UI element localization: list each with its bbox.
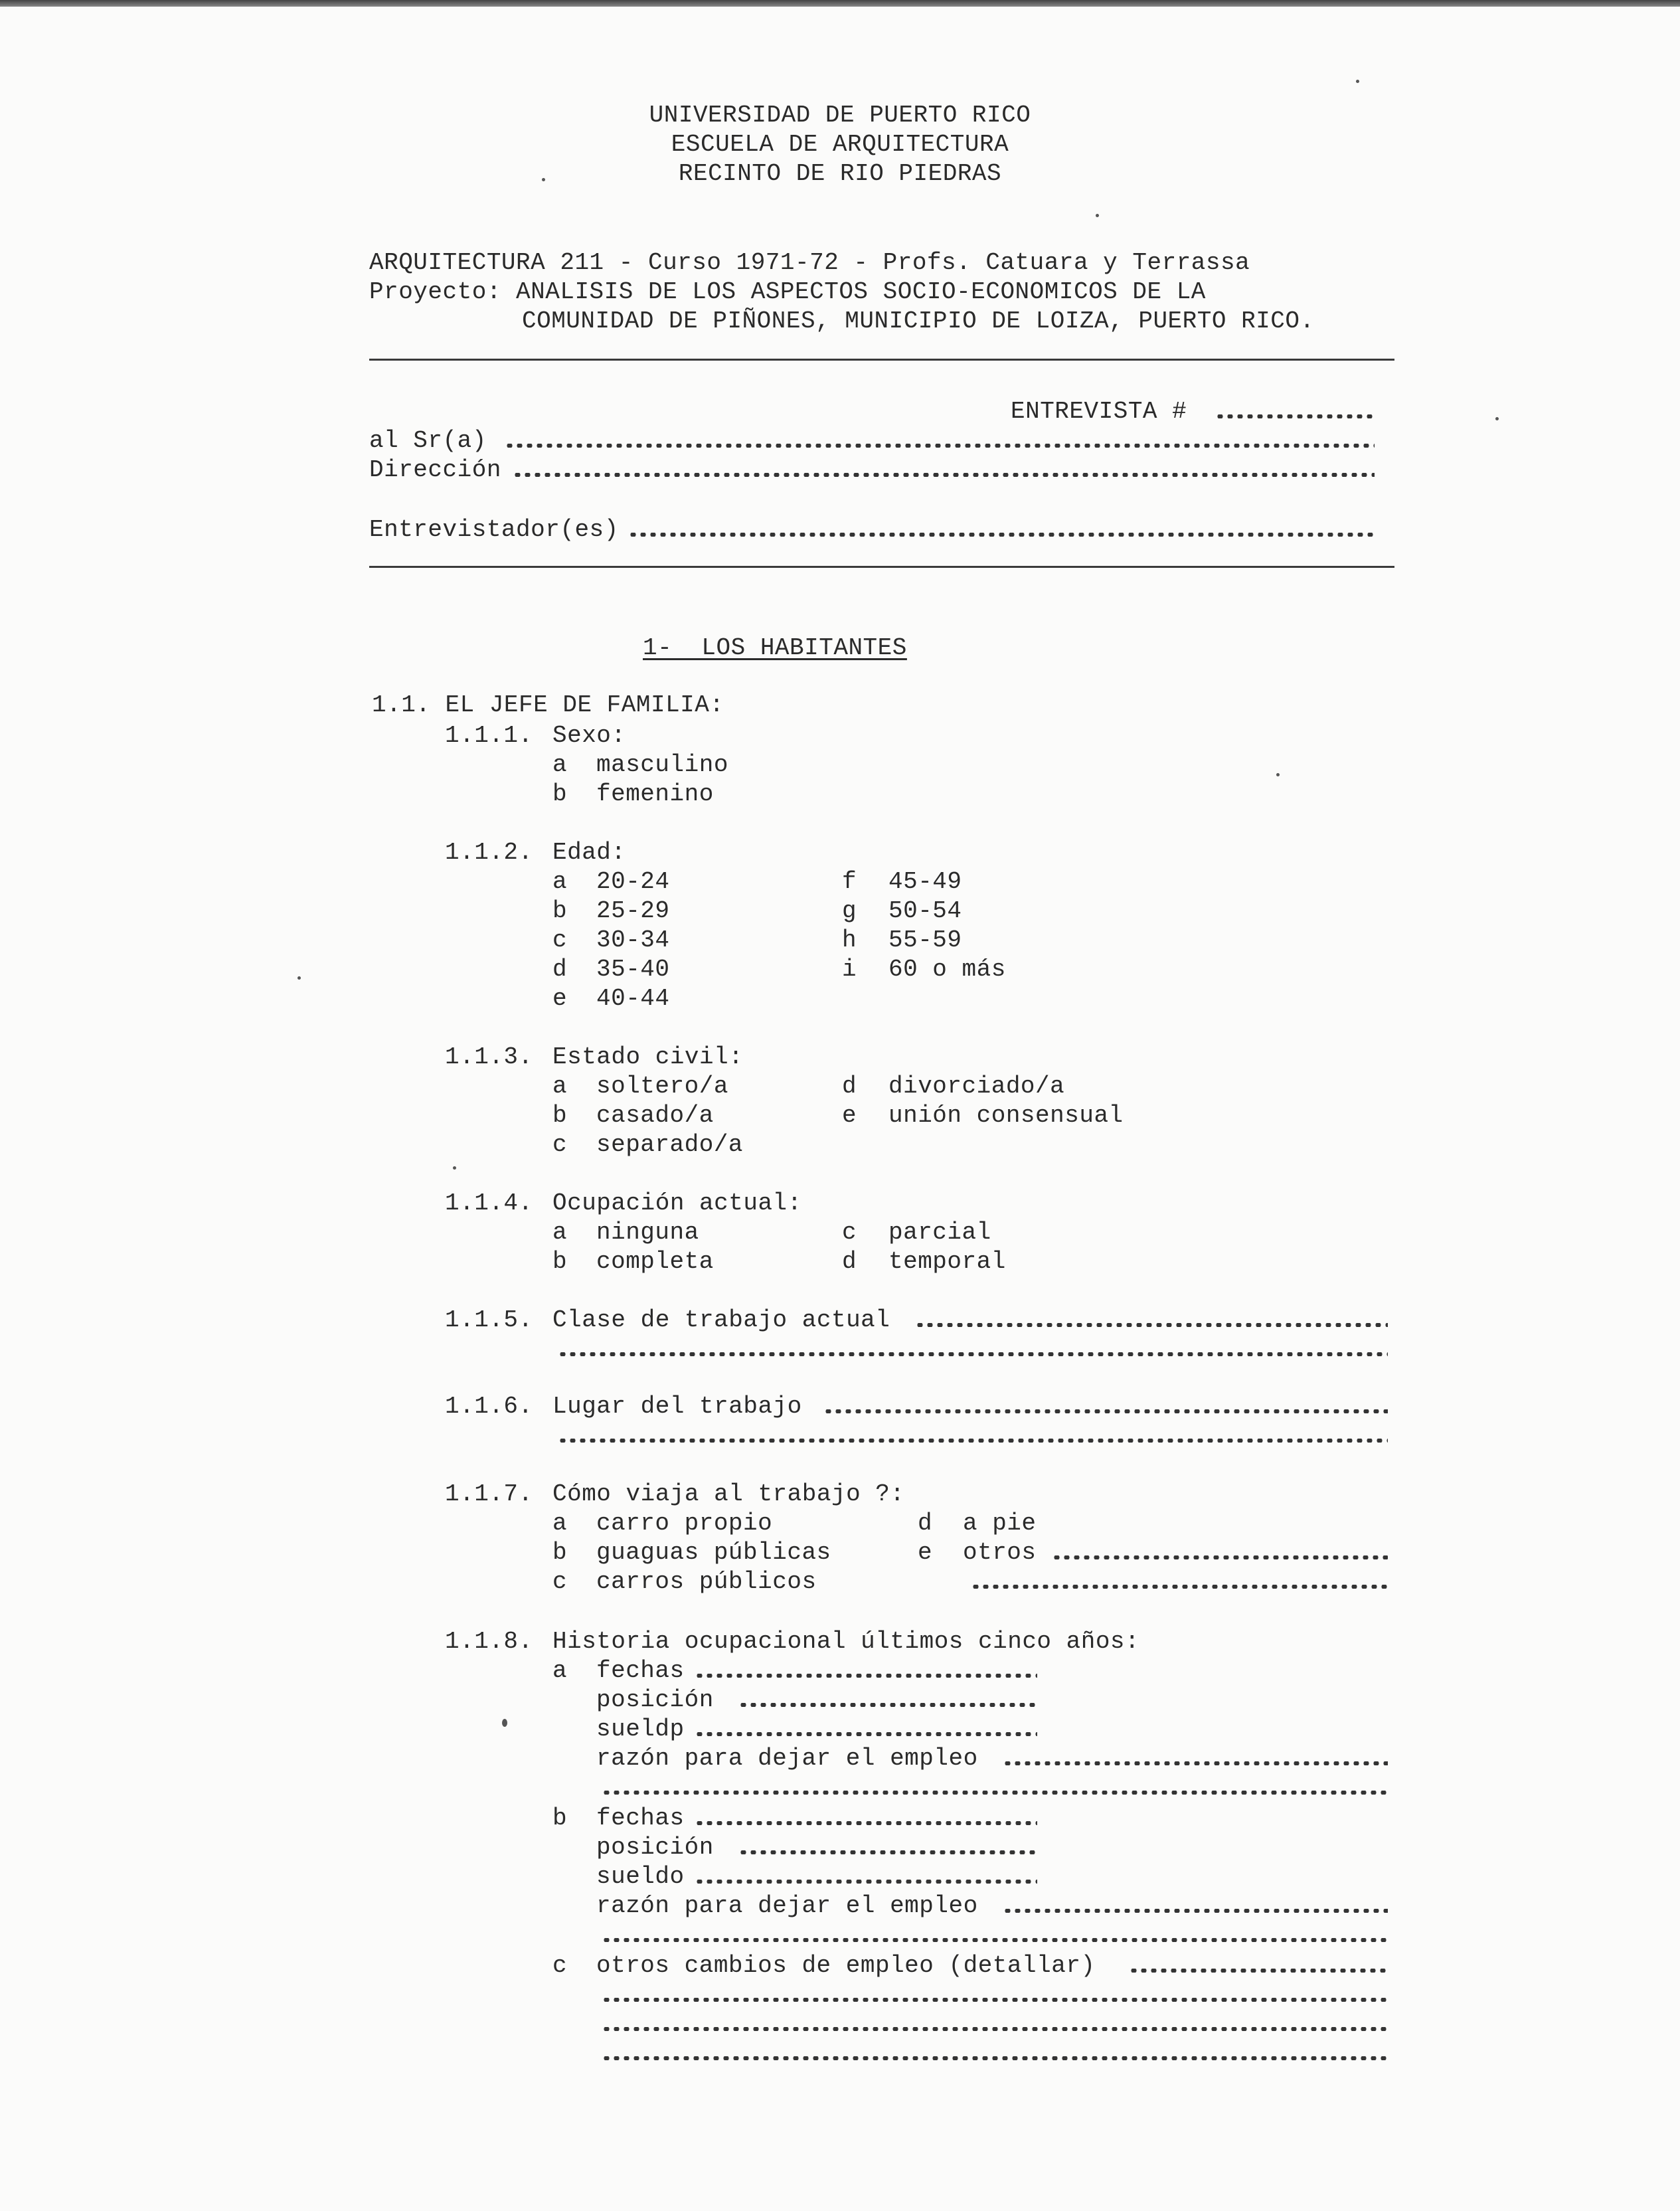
address-field[interactable]: [513, 473, 1375, 477]
option-letter[interactable]: b: [552, 897, 568, 925]
q113-number: 1.1.3.: [445, 1043, 533, 1071]
history-letter: b: [552, 1805, 568, 1832]
salary-label: sueldo: [596, 1863, 685, 1890]
dates-field[interactable]: [695, 1821, 1037, 1825]
name-label: al Sr(a): [369, 427, 487, 454]
option-transport[interactable]: a pie: [963, 1510, 1037, 1537]
salary-label: sueldp: [596, 1716, 685, 1743]
option-letter[interactable]: b: [552, 1248, 568, 1275]
option-letter[interactable]: c: [552, 1568, 568, 1595]
option-letter[interactable]: c: [552, 1131, 568, 1158]
option-civil-status[interactable]: soltero/a: [596, 1073, 728, 1100]
option-masculino[interactable]: masculino: [596, 751, 728, 778]
workplace-field[interactable]: [823, 1409, 1388, 1413]
option-age[interactable]: 45-49: [888, 868, 962, 895]
option-occupation[interactable]: ninguna: [596, 1219, 699, 1246]
option-letter[interactable]: d: [918, 1510, 933, 1537]
option-occupation[interactable]: completa: [596, 1248, 714, 1275]
option-age[interactable]: 40-44: [596, 985, 670, 1012]
campus-name: RECINTO DE RIO PIEDRAS: [678, 160, 1002, 187]
option-femenino[interactable]: femenino: [596, 780, 714, 808]
other-changes-field-line3[interactable]: [602, 2027, 1388, 2031]
position-label: posición: [596, 1686, 714, 1714]
option-age[interactable]: 20-24: [596, 868, 670, 895]
option-age[interactable]: 30-34: [596, 927, 670, 954]
salary-field[interactable]: [695, 1732, 1037, 1736]
option-letter[interactable]: a: [552, 1073, 568, 1100]
scan-speck: [1096, 214, 1099, 217]
other-changes-field-line2[interactable]: [602, 1998, 1388, 2002]
other-changes-field[interactable]: [1129, 1969, 1388, 1973]
option-letter[interactable]: a: [552, 751, 568, 778]
top-rule: [369, 359, 1394, 361]
scan-speck: [502, 1719, 507, 1727]
course-line: ARQUITECTURA 211 - Curso 1971-72 - Profs. Catuara y Terrassa: [369, 249, 1250, 276]
leave-reason-field-line2[interactable]: [602, 1791, 1388, 1795]
q112-number: 1.1.2.: [445, 839, 533, 866]
option-letter[interactable]: c: [842, 1219, 857, 1246]
option-letter[interactable]: i: [842, 956, 857, 983]
option-occupation[interactable]: temporal: [888, 1248, 1006, 1275]
option-letter[interactable]: e: [842, 1102, 857, 1129]
leave-reason-field-line2[interactable]: [602, 1938, 1388, 1942]
scan-speck: [1356, 80, 1359, 83]
q114-number: 1.1.4.: [445, 1190, 533, 1217]
option-occupation[interactable]: parcial: [888, 1219, 991, 1246]
option-letter[interactable]: f: [842, 868, 857, 895]
q113-label: Estado civil:: [552, 1043, 744, 1071]
option-transport[interactable]: carros públicos: [596, 1568, 817, 1595]
option-letter[interactable]: d: [552, 956, 568, 983]
name-field[interactable]: [505, 444, 1375, 448]
option-letter[interactable]: b: [552, 1102, 568, 1129]
q115-number: 1.1.5.: [445, 1306, 533, 1334]
university-name: UNIVERSIDAD DE PUERTO RICO: [649, 102, 1031, 129]
section-title: 1- LOS HABITANTES: [643, 634, 907, 662]
option-transport[interactable]: guaguas públicas: [596, 1539, 831, 1566]
scan-speck: [297, 976, 301, 980]
option-age[interactable]: 60 o más: [888, 956, 1006, 983]
work-type-field[interactable]: [915, 1323, 1388, 1327]
option-age[interactable]: 25-29: [596, 897, 670, 925]
head-of-family-title: 1.1. EL JEFE DE FAMILIA:: [372, 691, 724, 719]
position-field[interactable]: [738, 1850, 1037, 1854]
position-field[interactable]: [738, 1703, 1037, 1707]
option-letter[interactable]: e: [918, 1539, 933, 1566]
option-letter[interactable]: g: [842, 897, 857, 925]
salary-field[interactable]: [695, 1880, 1037, 1884]
scan-speck: [1495, 417, 1499, 420]
option-age[interactable]: 35-40: [596, 956, 670, 983]
other-changes-field-line4[interactable]: [602, 2056, 1388, 2060]
leave-reason-label: razón para dejar el empleo: [596, 1745, 978, 1772]
scan-speck: [542, 178, 545, 181]
scan-speck: [1276, 773, 1280, 776]
option-civil-status[interactable]: casado/a: [596, 1102, 714, 1129]
history-letter: a: [552, 1657, 568, 1684]
option-letter[interactable]: b: [552, 1539, 568, 1566]
option-letter[interactable]: a: [552, 868, 568, 895]
option-letter[interactable]: a: [552, 1510, 568, 1537]
dates-field[interactable]: [695, 1674, 1037, 1678]
project-line-2: COMUNIDAD DE PIÑONES, MUNICIPIO DE LOIZA, PUERTO RICO.: [522, 308, 1315, 335]
school-name: ESCUELA DE ARQUITECTURA: [671, 131, 1009, 158]
option-letter[interactable]: a: [552, 1219, 568, 1246]
option-letter[interactable]: d: [842, 1073, 857, 1100]
option-transport[interactable]: carro propio: [596, 1510, 773, 1537]
interview-number-field[interactable]: [1215, 414, 1375, 418]
work-type-field-line2[interactable]: [558, 1352, 1388, 1356]
project-line: Proyecto: ANALISIS DE LOS ASPECTOS SOCIO-ECONOMICOS DE LA: [369, 278, 1206, 306]
workplace-field-line2[interactable]: [558, 1439, 1388, 1443]
option-age[interactable]: 50-54: [888, 897, 962, 925]
option-letter[interactable]: e: [552, 985, 568, 1012]
q118-label: Historia ocupacional últimos cinco años:: [552, 1628, 1140, 1655]
dates-label: fechas: [596, 1657, 685, 1684]
other-transport-field[interactable]: [1052, 1555, 1388, 1559]
option-civil-status[interactable]: separado/a: [596, 1131, 744, 1158]
q112-label: Edad:: [552, 839, 626, 866]
q117-label: Cómo viaja al trabajo ?:: [552, 1480, 905, 1508]
option-civil-status[interactable]: divorciado/a: [888, 1073, 1065, 1100]
leave-reason-field[interactable]: [1003, 1761, 1388, 1765]
bottom-rule: [369, 566, 1394, 568]
position-label: posición: [596, 1834, 714, 1861]
q115-label: Clase de trabajo actual: [552, 1306, 890, 1334]
option-transport[interactable]: otros: [963, 1539, 1037, 1566]
interviewer-label: Entrevistador(es): [369, 516, 619, 543]
option-letter[interactable]: b: [552, 780, 568, 808]
address-label: Dirección: [369, 456, 501, 484]
other-transport-field-line2[interactable]: [971, 1585, 1388, 1589]
q111-label: Sexo:: [552, 722, 626, 749]
leave-reason-label: razón para dejar el empleo: [596, 1892, 978, 1919]
option-civil-status[interactable]: unión consensual: [888, 1102, 1124, 1129]
dates-label: fechas: [596, 1805, 685, 1832]
q118-number: 1.1.8.: [445, 1628, 533, 1655]
option-letter[interactable]: d: [842, 1248, 857, 1275]
q117-number: 1.1.7.: [445, 1480, 533, 1508]
q116-label: Lugar del trabajo: [552, 1393, 802, 1420]
scan-speck: [453, 1166, 456, 1170]
other-changes-label: otros cambios de empleo (detallar): [596, 1952, 1096, 1979]
leave-reason-field[interactable]: [1003, 1909, 1388, 1913]
option-letter[interactable]: h: [842, 927, 857, 954]
option-age[interactable]: 55-59: [888, 927, 962, 954]
interviewer-field[interactable]: [628, 533, 1375, 537]
scan-top-edge: [0, 0, 1680, 7]
q114-label: Ocupación actual:: [552, 1190, 802, 1217]
q116-number: 1.1.6.: [445, 1393, 533, 1420]
interview-number-label: ENTREVISTA #: [1011, 398, 1187, 425]
option-letter[interactable]: c: [552, 927, 568, 954]
q111-number: 1.1.1.: [445, 722, 533, 749]
history-letter: c: [552, 1952, 568, 1979]
